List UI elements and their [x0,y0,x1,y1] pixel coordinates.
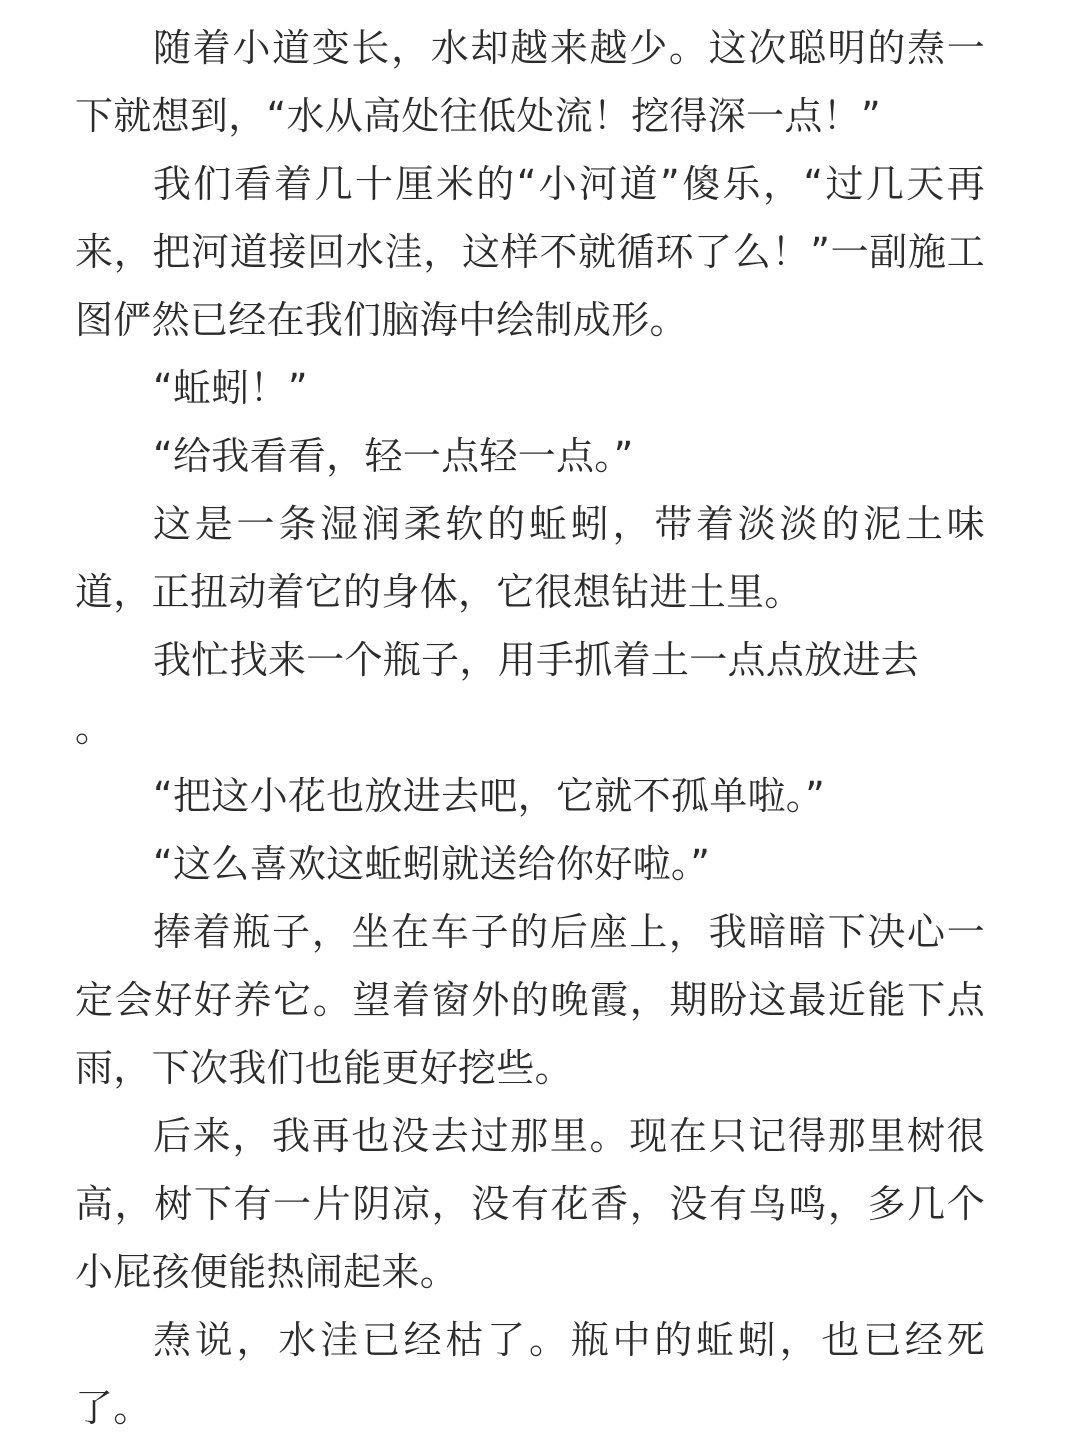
paragraph: 我忙找来一个瓶子，用手抓着土一点点放进去 。 [75,638,920,750]
paragraph: “给我看看，轻一点轻一点。” [153,434,634,478]
article-body [75,14,985,1442]
paragraph: 后来，我再也没去过那里。现在只记得那里树很高，树下有一片阴凉，没有花香，没有鸟鸣，多几个小屁孩便能热闹起来。 [75,1114,985,1294]
paragraph: “把这小花也放进去吧，它就不孤单啦。” [153,774,826,818]
paragraph: 焘说，水洼已经枯了。瓶中的蚯蚓，也已经死了。 [75,1318,985,1430]
paragraph: 随着小道变长，水却越来越少。这次聪明的焘一下就想到，“水从高处往低处流！挖得深一点！” [75,26,985,138]
paragraph: 我们看着几十厘米的“小河道”傻乐，“过几天再来，把河道接回水洼，这样不就循环了么！”一副施工图俨然已经在我们脑海中绘制成形。 [75,162,985,342]
paragraph: “蚯蚓！” [153,366,308,410]
paragraph: “这么喜欢这蚯蚓就送给你好啦。” [153,842,711,886]
paragraph: 这是一条湿润柔软的蚯蚓，带着淡淡的泥土味道，正扭动着它的身体，它很想钻进土里。 [75,502,985,614]
paragraph: 捧着瓶子，坐在车子的后座上，我暗暗下决心一定会好好养它。望着窗外的晚霞，期盼这最近能下点雨，下次我们也能更好挖些。 [75,910,985,1090]
